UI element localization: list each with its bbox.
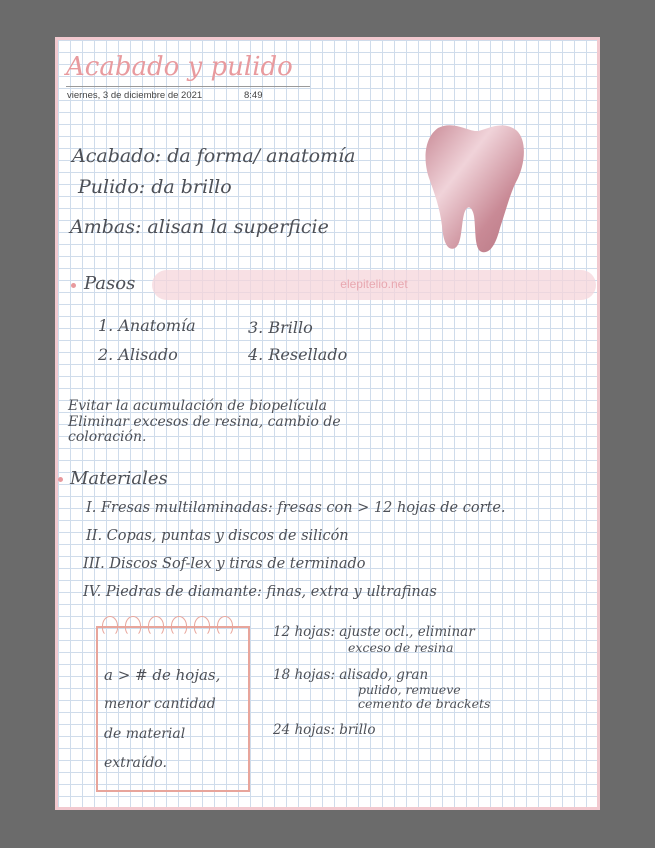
box-note-line-1: a > # de hojas, [104,666,221,684]
material-item-1: I. Fresas multilaminadas: fresas con > 12 hojas de corte. [86,500,506,516]
watermark-text: elepitelio.net [340,277,408,291]
note-date: viernes, 3 de diciembre de 2021 [67,90,203,101]
materiales-bullet [58,477,63,482]
definition-pulido: Pulido: da brillo [78,176,232,198]
box-note-line-4: extraído. [104,755,167,771]
material-item-2: II. Copas, puntas y discos de silicón [86,528,349,544]
hojas-18-line-1: 18 hojas: alisado, gran [273,667,429,683]
note-time: 8:49 [244,90,263,101]
box-note-line-2: menor cantidad [104,696,216,712]
spiral-ring [194,616,210,636]
title-underline [66,86,310,87]
hojas-18-line-2: pulido, remueve [358,682,461,697]
spiral-ring [148,616,164,636]
hojas-24-line: 24 hojas: brillo [273,722,376,738]
purpose-line-2: Eliminar excesos de resina, cambio de [68,414,341,430]
hojas-12-line-1: 12 hojas: ajuste ocl., eliminar [273,624,475,640]
hojas-18-line-3: cemento de brackets [358,696,491,711]
step-4: 4. Resellado [248,345,348,364]
notebook-sketch [96,626,250,792]
pasos-heading: Pasos [84,273,136,294]
material-item-3: III. Discos Sof-lex y tiras de terminado [83,556,366,572]
material-item-4: IV. Piedras de diamante: finas, extra y ultrafinas [83,584,437,600]
purpose-line-1: Evitar la acumulación de biopelícula [68,398,327,414]
note-title: Acabado y pulido [66,52,293,82]
hojas-12-line-2: exceso de resina [348,640,454,655]
definition-ambas: Ambas: alisan la superficie [70,216,329,238]
box-note-line-3: de material [104,726,186,742]
spiral-ring [217,616,233,636]
pasos-bullet [71,283,76,288]
note-page [55,37,600,810]
step-3: 3. Brillo [248,318,313,337]
tooth-illustration [424,122,526,256]
materiales-heading: Materiales [70,468,168,489]
spiral-ring [102,616,118,636]
step-1: 1. Anatomía [98,316,196,335]
step-2: 2. Alisado [98,345,178,364]
spiral-ring [125,616,141,636]
definition-acabado: Acabado: da forma/ anatomía [72,145,356,167]
spiral-ring [171,616,187,636]
watermark-banner [152,270,596,300]
purpose-line-3: coloración. [68,429,147,445]
